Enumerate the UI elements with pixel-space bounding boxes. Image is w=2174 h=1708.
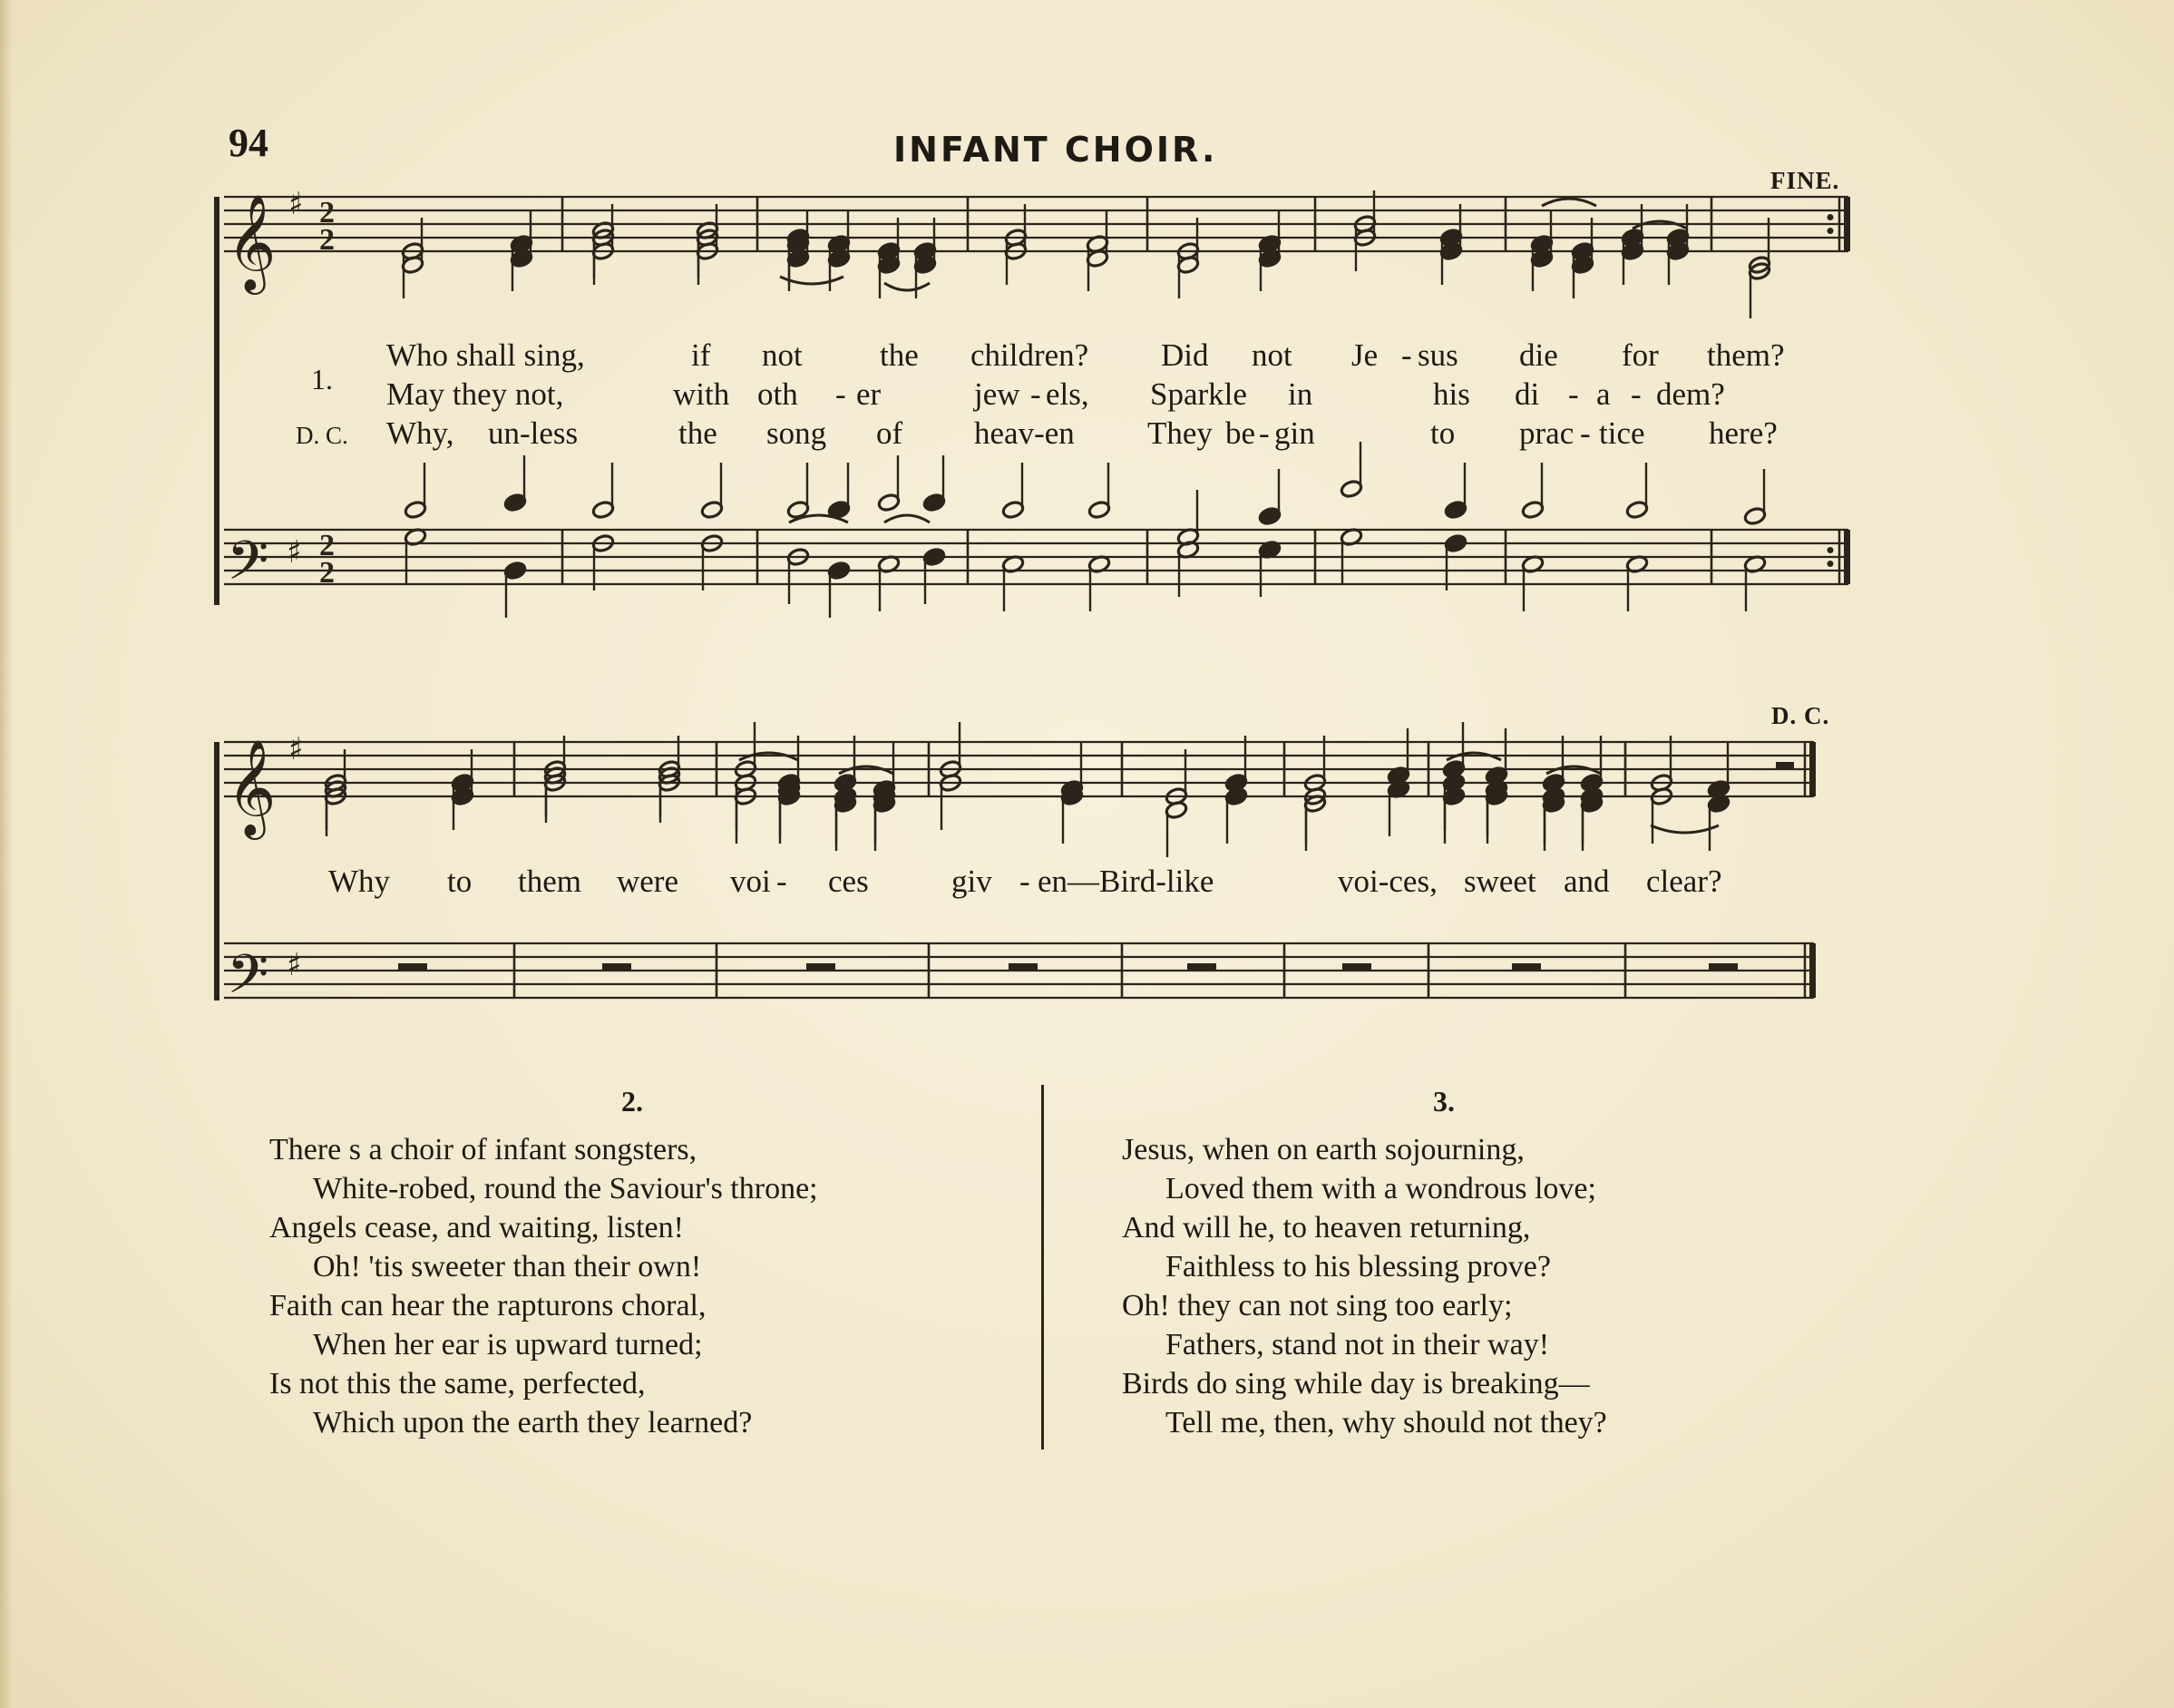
lyric-syllable: his: [1433, 376, 1470, 412]
svg-text:♯: ♯: [287, 947, 302, 983]
lyric-syllable: May they not,: [386, 376, 564, 412]
lyric-syllable: with: [673, 376, 730, 412]
clefs-and-signatures: [214, 186, 335, 1019]
lyric-syllable: tice: [1599, 415, 1645, 451]
lyric-syllable: -: [1631, 376, 1642, 412]
lyric-syllable: -: [776, 864, 787, 899]
lyric-syllable: the: [880, 337, 919, 373]
page-number: 94: [229, 121, 268, 165]
lyric-syllable: er: [856, 376, 882, 412]
svg-text:𝄞: 𝄞: [227, 738, 277, 835]
lyric-syllable: voi-ces,: [1338, 864, 1438, 899]
stanza-line: Oh! 'tis sweeter than their own!: [313, 1250, 702, 1283]
lyric-syllable: be: [1225, 415, 1256, 451]
lyric-syllable: a: [1596, 376, 1611, 412]
lyric-syllable: -: [1030, 376, 1041, 412]
lyric-syllable: prac: [1519, 415, 1574, 451]
lyric-syllable: here?: [1709, 415, 1778, 451]
stanza-line: When her ear is upward turned;: [313, 1328, 703, 1362]
lyric-syllable: children?: [970, 337, 1089, 373]
lyric-syllable: -: [1259, 415, 1270, 451]
lyric-syllable: and: [1564, 864, 1610, 899]
svg-text:♯: ♯: [288, 731, 304, 767]
dc-label: D. C.: [296, 422, 348, 449]
lyric-syllable: -: [1580, 415, 1591, 451]
lyric-syllable: -: [835, 376, 846, 412]
stanza-3: [1122, 1130, 1607, 1442]
svg-text:2: 2: [319, 223, 335, 257]
lyric-syllable: un-less: [488, 415, 579, 451]
lyric-syllable: if: [691, 337, 711, 373]
notes: [324, 190, 1794, 971]
lyric-syllable: -: [1401, 337, 1412, 373]
verse-label: 1.: [311, 363, 333, 395]
svg-text:♯: ♯: [288, 186, 304, 222]
lyric-syllable: gin: [1274, 415, 1315, 451]
stanza-3-number: 3.: [1433, 1085, 1455, 1118]
lyric-syllable: Why,: [386, 415, 454, 451]
svg-text:𝄢: 𝄢: [227, 529, 269, 605]
lyric-syllable: jew: [974, 376, 1020, 412]
stanza-line: Fathers, stand not in their way!: [1165, 1328, 1550, 1362]
stanza-line: Which upon the earth they learned?: [313, 1406, 753, 1440]
stanza-line: Angels cease, and waiting, listen!: [269, 1211, 684, 1244]
lyric-syllable: They: [1147, 415, 1213, 451]
svg-text:2: 2: [319, 556, 335, 590]
lyric-syllable: di: [1515, 376, 1540, 412]
stanza-line: Loved them with a wondrous love;: [1165, 1172, 1596, 1205]
lyric-syllable: Did: [1161, 337, 1209, 373]
lyric-syllable: Who shall sing,: [386, 337, 585, 373]
lyric-syllable: ces: [828, 864, 869, 899]
lyric-syllable: voi: [730, 864, 771, 899]
stanza-line: And will he, to heaven returning,: [1122, 1211, 1531, 1244]
stanza-line: There s a choir of infant songsters,: [269, 1133, 697, 1166]
svg-text:2: 2: [319, 529, 335, 562]
svg-text:𝄞: 𝄞: [227, 193, 277, 290]
svg-text:2: 2: [319, 196, 335, 229]
svg-text:𝄢: 𝄢: [227, 942, 269, 1019]
lyric-syllable: heav-en: [974, 415, 1075, 451]
lyric-syllable: -: [1568, 376, 1579, 412]
lyric-syllable: them?: [1707, 337, 1785, 373]
page-title: INFANT CHOIR.: [893, 130, 1218, 170]
lyric-syllable: not: [762, 337, 803, 373]
stanza-line: Faith can hear the rapturons choral,: [269, 1289, 707, 1322]
dc-mark: D. C.: [1771, 702, 1830, 729]
lyric-syllable: the: [678, 415, 717, 451]
lyric-syllable: els,: [1046, 376, 1089, 412]
lyric-syllable: Sparkle: [1150, 376, 1247, 412]
stanza-line: Birds do sing while day is breaking—: [1122, 1367, 1590, 1401]
stanza-line: Oh! they can not sing too early;: [1122, 1289, 1513, 1322]
fine-mark: FINE.: [1770, 167, 1840, 194]
lyric-syllable: them: [518, 864, 581, 899]
lyric-syllable: in: [1288, 376, 1313, 412]
lyric-syllable: Je: [1351, 337, 1379, 373]
lyric-syllable: for: [1622, 337, 1659, 373]
lyric-syllable: sus: [1418, 337, 1458, 373]
lyric-syllable: to: [447, 864, 473, 899]
lyric-syllable: clear?: [1646, 864, 1722, 899]
stanza-2-number: 2.: [621, 1085, 643, 1118]
lyric-syllable: die: [1519, 337, 1558, 373]
stanza-line: Tell me, then, why should not they?: [1165, 1406, 1607, 1440]
stanza-line: Faithless to his blessing prove?: [1165, 1250, 1551, 1283]
lyric-syllable: Why: [328, 864, 391, 899]
lyric-syllable: to: [1430, 415, 1456, 451]
lyric-syllable: of: [876, 415, 903, 451]
stanza-divider: [1041, 1085, 1044, 1449]
lyric-syllable: -: [1019, 864, 1030, 899]
lyric-syllable: sweet: [1464, 864, 1536, 899]
svg-text:♯: ♯: [287, 534, 302, 571]
lyric-syllable: giv: [951, 864, 992, 899]
stanza-line: Is not this the same, perfected,: [269, 1367, 646, 1401]
lyric-syllable: dem?: [1656, 376, 1725, 412]
stanza-2: [269, 1130, 818, 1442]
stanza-line: Jesus, when on earth sojourning,: [1122, 1133, 1525, 1166]
lyric-syllable: oth: [757, 376, 798, 412]
stanza-line: White-robed, round the Saviour's throne;: [313, 1172, 818, 1205]
lyric-syllable: song: [766, 415, 827, 451]
lyric-syllable: en—Bird-like: [1038, 864, 1214, 899]
lyric-syllable: were: [617, 864, 679, 899]
lyric-syllable: not: [1252, 337, 1292, 373]
